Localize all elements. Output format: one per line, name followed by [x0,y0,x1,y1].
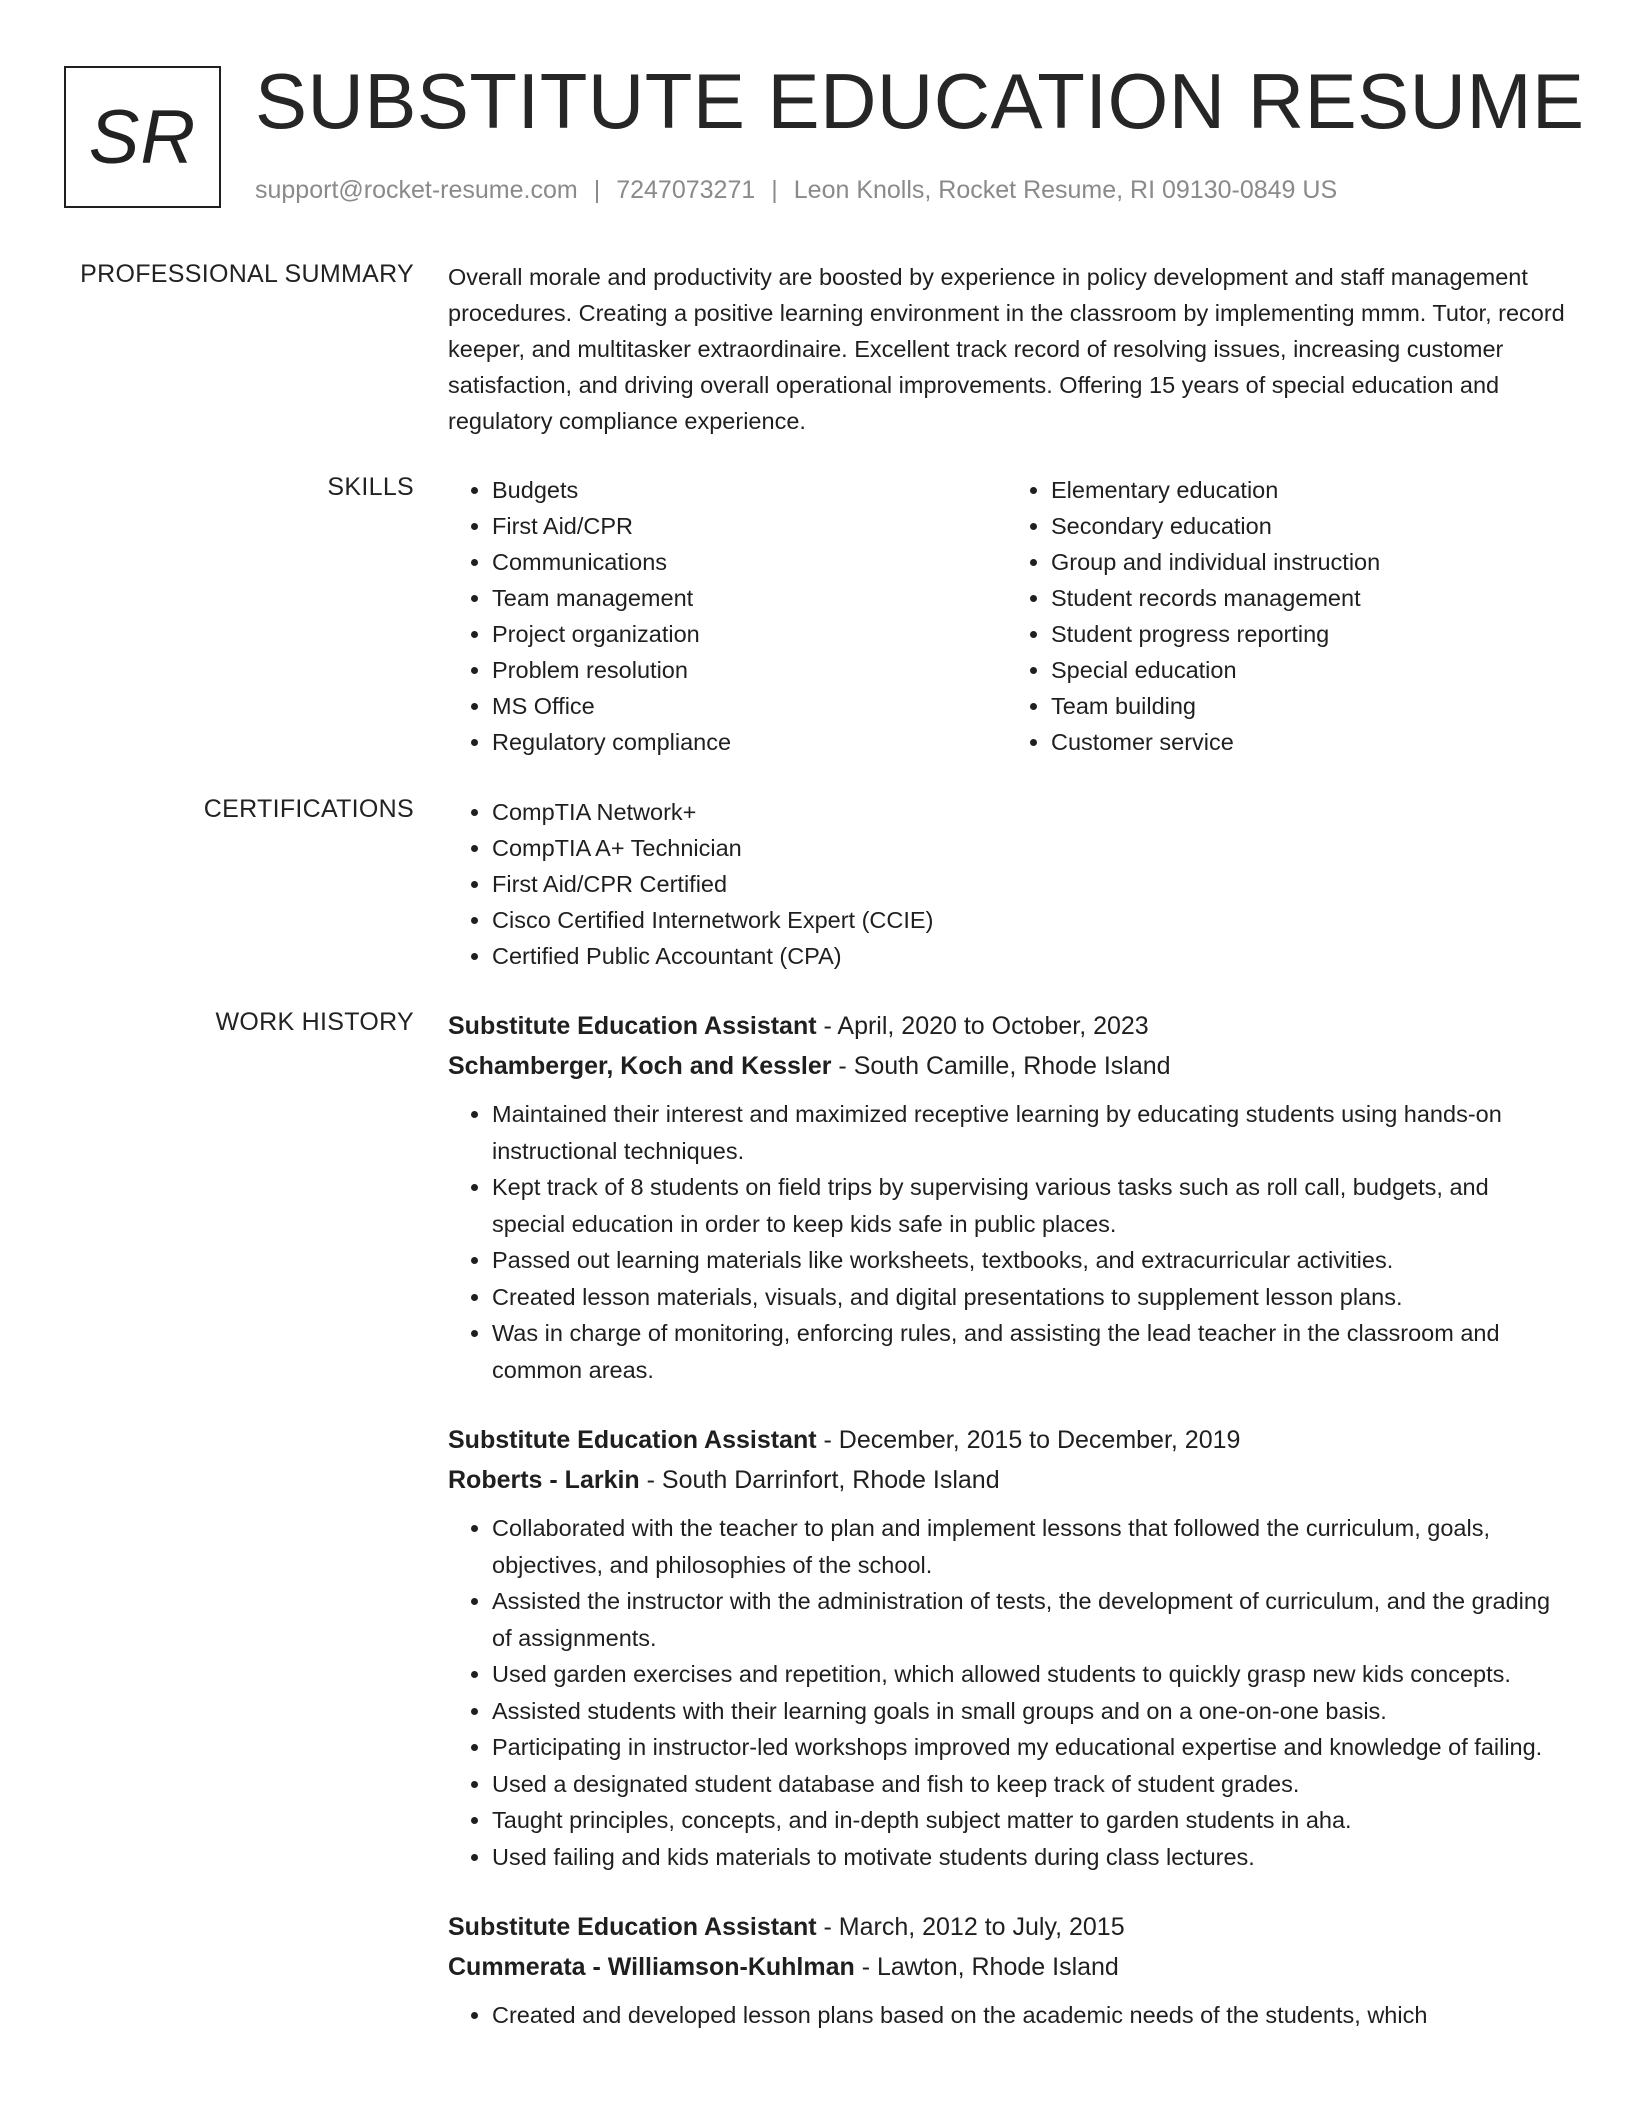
job-bullet: • Assisted the instructor with the administration of tests, the development of curriculum, and the grading of assignments. [492,1583,1566,1656]
job-bullet: • Used a designated student database and fish to keep track of student grades. [492,1766,1566,1803]
skill-item: • Communications [492,544,1007,580]
monogram-text: SR [88,94,197,180]
skill-item: • Elementary education [1051,472,1566,508]
certification-item: • First Aid/CPR Certified [492,866,1566,902]
section-label: PROFESSIONAL SUMMARY [80,260,414,288]
skill-item: • Project organization [492,616,1007,652]
job-entry [448,1907,1566,2034]
monogram-logo [64,66,221,208]
job-title-line [448,1907,1566,1947]
skill-item: • MS Office [492,688,1007,724]
contact-phone[interactable]: 7247073271 [616,176,756,204]
certification-item: • Certified Public Accountant (CPA) [492,938,1566,974]
certification-item: • Cisco Certified Internetwork Expert (CCIE) [492,902,1566,938]
skill-item: • Problem resolution [492,652,1007,688]
job-entry [448,1006,1566,1388]
contact-separator: | [593,176,601,204]
skills-grid [448,472,1566,760]
job-company: Schamberger, Koch and Kessler [448,1052,832,1080]
job-location: - South Camille, Rhode Island [831,1052,1171,1080]
skill-item: • First Aid/CPR [492,508,1007,544]
job-company: Cummerata - Williamson-Kuhlman [448,1953,855,1981]
job-company-line [448,1460,1566,1500]
job-bullets [448,1510,1566,1875]
job-bullet: • Taught principles, concepts, and in-depth subject matter to garden students in aha. [492,1802,1566,1839]
skill-item: • Student progress reporting [1051,616,1566,652]
section-body [448,259,1566,439]
skills-list-left [448,472,1007,760]
job-dates: - March, 2012 to July, 2015 [816,1913,1125,1941]
job-bullet: • Was in charge of monitoring, enforcing rules, and assisting the lead teacher in the classroom and common areas. [492,1315,1566,1388]
job-bullet: • Participating in instructor-led workshops improved my educational expertise and knowledge of failing. [492,1729,1566,1766]
skill-item: • Regulatory compliance [492,724,1007,760]
job-bullet: • Kept track of 8 students on field trips by supervising various tasks such as roll call, budgets, and special education in order to keep kids safe in public places. [492,1169,1566,1242]
job-company-line [448,1046,1566,1086]
certification-item: • CompTIA Network+ [492,794,1566,830]
skill-item: • Customer service [1051,724,1566,760]
section-label: SKILLS [327,473,414,501]
skill-item: • Secondary education [1051,508,1566,544]
job-dates: - April, 2020 to October, 2023 [816,1012,1149,1040]
job-bullets [448,1997,1566,2034]
job-company-line [448,1947,1566,1987]
section-body [448,794,1566,974]
job-title: Substitute Education Assistant [448,1012,817,1040]
contact-line [255,176,1337,205]
section-label: WORK HISTORY [215,1008,414,1036]
skill-item: • Team building [1051,688,1566,724]
job-company: Roberts - Larkin [448,1466,640,1494]
job-bullet: • Created lesson materials, visuals, and digital presentations to supplement lesson plans. [492,1279,1566,1316]
section-body [448,1006,1566,2066]
job-bullet: • Passed out learning materials like worksheets, textbooks, and extracurricular activities. [492,1242,1566,1279]
job-title-line [448,1006,1566,1046]
job-location: - South Darrinfort, Rhode Island [639,1466,1000,1494]
skill-item: • Group and individual instruction [1051,544,1566,580]
job-bullet: • Assisted students with their learning goals in small groups and on a one-on-one basis. [492,1693,1566,1730]
job-bullet: • Collaborated with the teacher to plan and implement lessons that followed the curriculum, goals, objectives, and philosophies of the school. [492,1510,1566,1583]
skill-item: • Budgets [492,472,1007,508]
job-bullets [448,1096,1566,1388]
job-bullet: • Used garden exercises and repetition, which allowed students to quickly grasp new kids concepts. [492,1656,1566,1693]
job-dates: - December, 2015 to December, 2019 [816,1426,1241,1454]
skill-item: • Team management [492,580,1007,616]
contact-email[interactable]: support@rocket-resume.com [255,176,578,204]
job-bullet: • Created and developed lesson plans based on the academic needs of the students, which [492,1997,1566,2034]
section-body [448,472,1566,760]
section-label: CERTIFICATIONS [203,795,414,823]
job-location: - Lawton, Rhode Island [854,1953,1119,1981]
skill-item: • Student records management [1051,580,1566,616]
certification-item: • CompTIA A+ Technician [492,830,1566,866]
contact-separator: | [771,176,778,204]
job-title: Substitute Education Assistant [448,1913,817,1941]
job-bullet: • Maintained their interest and maximized receptive learning by educating students using hands-on instructional techniques. [492,1096,1566,1169]
certifications-list [448,794,1566,974]
contact-address: Leon Knolls, Rocket Resume, RI 09130-0849 US [793,176,1338,204]
job-bullet: • Used failing and kids materials to motivate students during class lectures. [492,1839,1566,1876]
job-entry [448,1420,1566,1875]
resume-title: SUBSTITUTE EDUCATION RESUME [255,57,1585,145]
job-title: Substitute Education Assistant [448,1426,817,1454]
job-title-line [448,1420,1566,1460]
skill-item: • Special education [1051,652,1566,688]
skills-list-right [1007,472,1566,760]
summary-text: Overall morale and productivity are boosted by experience in policy development and staff management procedures. Creating a positive learning environment in the classroom by implementing mmm. Tutor, record keeper, and multitasker extraordinaire. Excellent track record of resolving issues, increasing customer satisfaction, and driving overall operational improvements. Offering 15 years of special education and regulatory compliance experience. [448,264,1565,434]
